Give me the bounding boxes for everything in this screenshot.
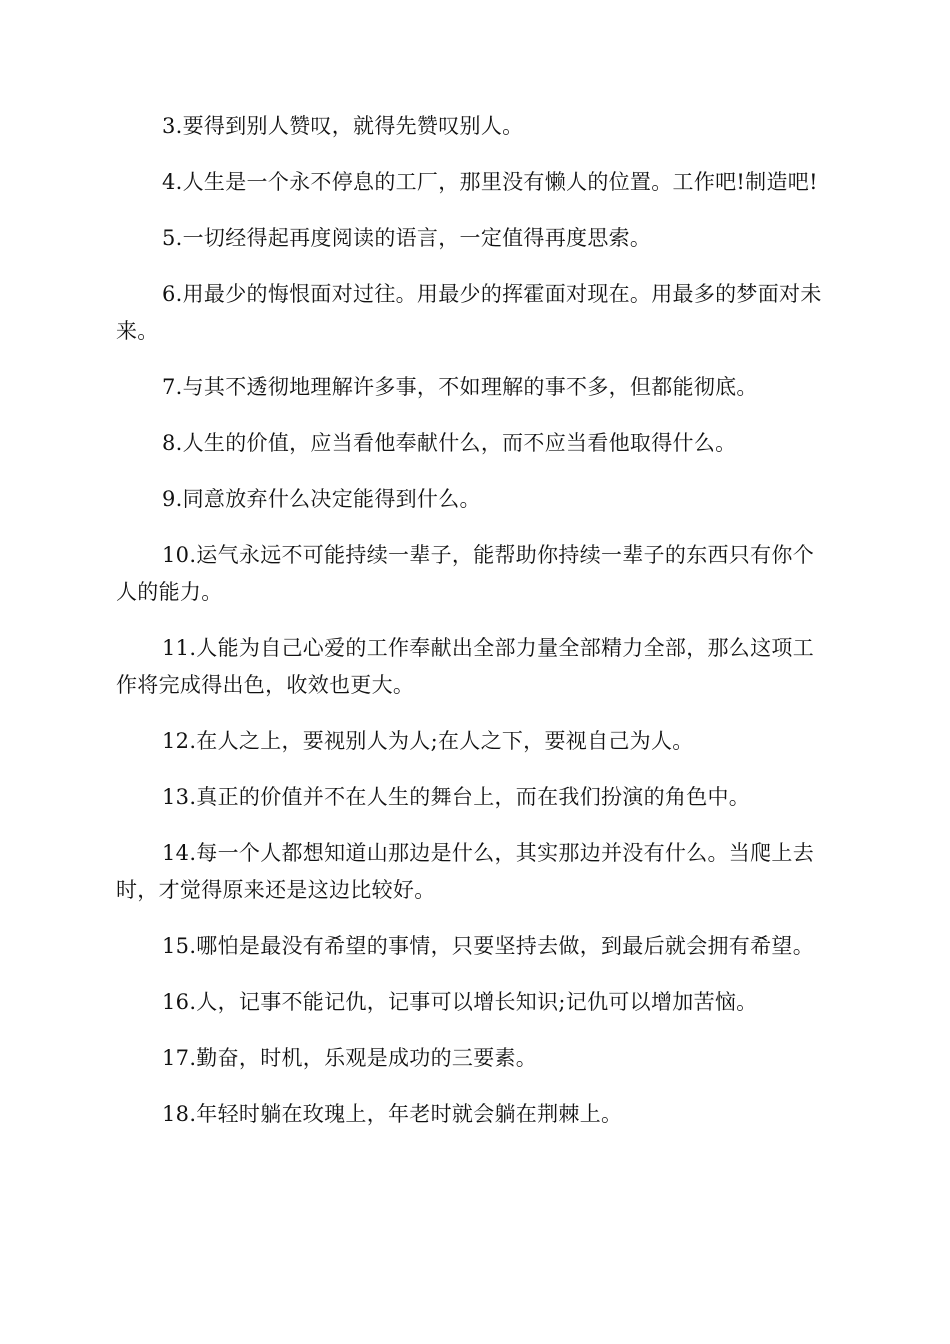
quote-item: 15.哪怕是最没有希望的事情，只要坚持去做，到最后就会拥有希望。 <box>162 934 814 958</box>
quote-item: 5.一切经得起再度阅读的语言，一定值得再度思索。 <box>162 226 652 250</box>
quote-item: 17.勤奋，时机，乐观是成功的三要素。 <box>162 1046 538 1070</box>
quote-item: 11.人能为自己心爱的工作奉献出全部力量全部精力全部，那么这项工作将完成得出色，收效也更大。 <box>116 636 814 697</box>
quote-item: 4.人生是一个永不停息的工厂，那里没有懒人的位置。工作吧!制造吧! <box>162 170 818 194</box>
quote-item: 6.用最少的悔恨面对过往。用最少的挥霍面对现在。用最多的梦面对未来。 <box>116 282 822 343</box>
quote-item: 10.运气永远不可能持续一辈子，能帮助你持续一辈子的东西只有你个人的能力。 <box>116 543 814 604</box>
quote-item: 12.在人之上，要视别人为人;在人之下，要视自己为人。 <box>162 729 694 753</box>
quote-item: 3.要得到别人赞叹，就得先赞叹别人。 <box>162 114 524 138</box>
quote-item: 9.同意放弃什么决定能得到什么。 <box>162 487 481 511</box>
quote-item: 13.真正的价值并不在人生的舞台上，而在我们扮演的角色中。 <box>162 785 751 809</box>
quote-item: 14.每一个人都想知道山那边是什么，其实那边并没有什么。当爬上去时，才觉得原来还是这边比较好。 <box>116 841 814 902</box>
quote-item: 16.人，记事不能记仇，记事可以增长知识;记仇可以增加苦恼。 <box>162 990 758 1014</box>
quote-item: 18.年轻时躺在玫瑰上，年老时就会躺在荆棘上。 <box>162 1102 623 1126</box>
quote-item: 7.与其不透彻地理解许多事，不如理解的事不多，但都能彻底。 <box>162 375 758 399</box>
quote-list <box>116 108 834 1152</box>
quote-item: 8.人生的价值，应当看他奉献什么，而不应当看他取得什么。 <box>162 431 737 455</box>
